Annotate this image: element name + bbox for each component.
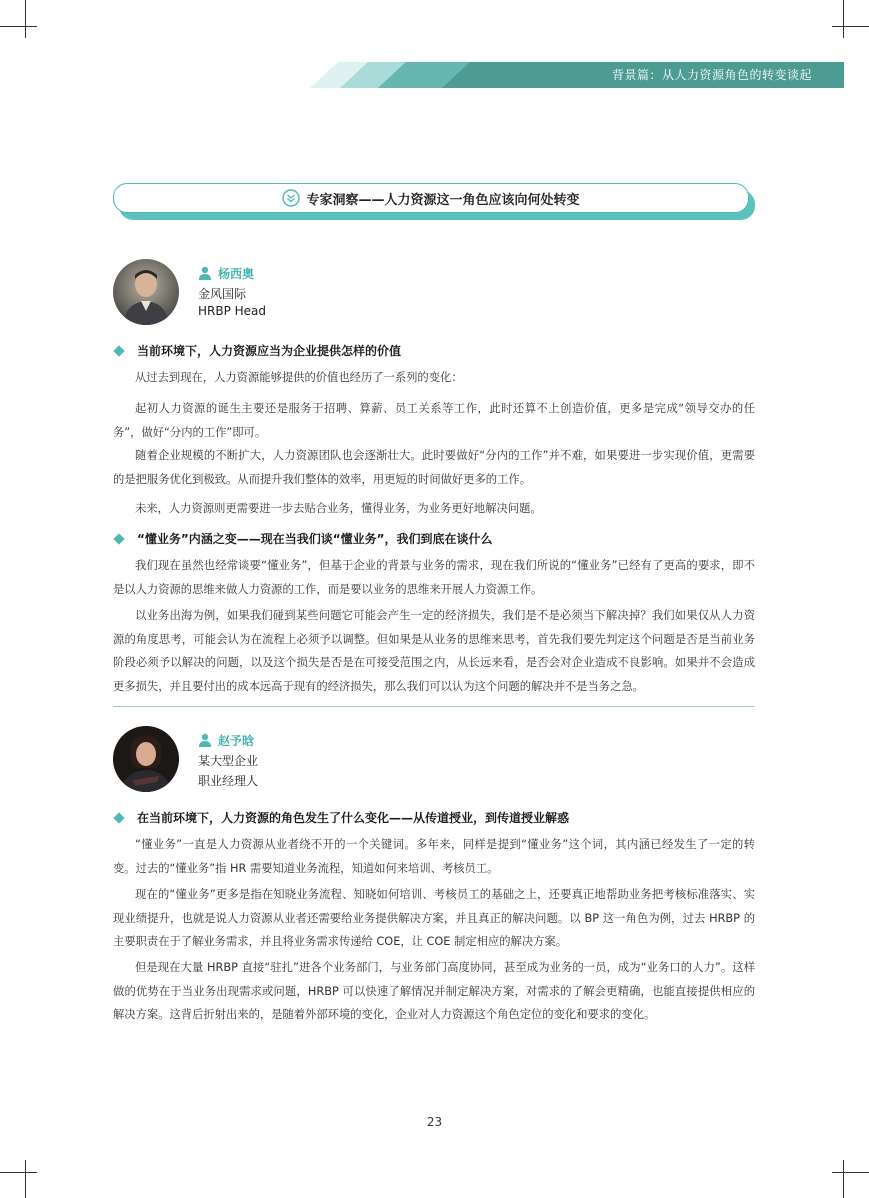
crop-mark-bottom-right-h (832, 1172, 869, 1173)
q3-paragraph-3: 但是现在大量 HRBP 直接“驻扎”进各个业务部门，与业务部门高度协同，甚至成为业务的一员，成为“业务口的人力”。这样做的优势在于当业务出现需求或问题，HRBP 可以快速了解情况并制定解决方案，对需求的了解会更精确，也能直接提供相应的解决方案。这背后折射出来的，是随着外部环境的变化，企业对人力资源这个角色定位的变化和要求的变化。 (113, 961, 755, 1021)
expert-1-org: 金风国际 (198, 287, 247, 301)
crop-mark-bottom-right-v (843, 1160, 844, 1198)
expert-1-role: HRBP Head (198, 304, 267, 318)
crop-mark-top-left-v (25, 0, 26, 38)
crop-mark-bottom-left-v (25, 1160, 26, 1198)
question-3-text: 在当前环境下，人力资源的角色发生了什么变化——从传道授业，到传道授业解惑 (137, 811, 570, 825)
expert-1-avatar (113, 259, 179, 325)
question-1-text: 当前环境下，人力资源应当为企业提供怎样的价值 (137, 344, 402, 358)
section-divider (113, 706, 755, 707)
header-title: 背景篇：从人力资源角色的转变谈起 (611, 68, 812, 82)
question-1-title (113, 342, 401, 359)
question-2-text: “懂业务”内涵之变——现在当我们谈“懂业务”，我们到底在谈什么 (137, 532, 493, 546)
q3-paragraph-1: “懂业务”一直是人力资源从业者绕不开的一个关键词。多年来，同样是提到“懂业务”这个词，其内涵已经发生了一定的转变。过去的“懂业务”指 HR 需要知道业务流程，知道如何来培训、考核员工。 (113, 838, 755, 875)
person-icon (198, 266, 212, 280)
expert-2-role: 职业经理人 (198, 774, 259, 788)
page-number: 23 (426, 1115, 443, 1129)
diamond-bullet-icon (113, 812, 124, 823)
section-title: 专家洞察——人力资源这一角色应该向何处转变 (306, 192, 580, 208)
expert-2-org: 某大型企业 (198, 754, 259, 768)
q2-paragraph-2: 以业务出海为例，如果我们碰到某些问题它可能会产生一定的经济损失，我们是不是必须当下解决掉？我们如果仅从人力资源的角度思考，可能会认为在流程上必须予以调整。但如果是从业务的思维来思考，首先我们要先判定这个问题是否是当前业务阶段必须予以解决的问题，以及这个损失是否是在可接受范围之内，从长远来看，是否会对企业造成不良影响。如果并不会造成更多损失，并且要付出的成本远高于现有的经济损失，那么我们可以认为这个问题的解决并不是当务之急。 (113, 609, 755, 693)
q3-paragraph-2: 现在的“懂业务”更多是指在知晓业务流程、知晓如何培训、考核员工的基础之上，还要真正地帮助业务把考核标准落实、实现业绩提升，也就是说人力资源从业者还需要给业务提供解决方案，并且真正的解决问题。以 BP 这一角色为例，过去 HRBP 的主要职责在于了解业务需求，并且将业务需求传递给 COE，让 COE 制定相应的解决方案。 (113, 888, 755, 948)
question-3-title (113, 809, 569, 826)
q1-paragraph-1: 从过去到现在，人力资源能够提供的价值也经历了一系列的变化： (135, 371, 463, 384)
crop-mark-top-left-h (0, 26, 37, 27)
double-chevron-down-icon (282, 189, 300, 207)
crop-mark-top-right-v (843, 0, 844, 38)
expert-1-name: 杨西奥 (218, 267, 255, 281)
q1-paragraph-2: 起初人力资源的诞生主要还是服务于招聘、算薪、员工关系等工作，此时还算不上创造价值，更多是完成“领导交办的任务”，做好“分内的工作”即可。 (113, 402, 755, 439)
q1-paragraph-3: 随着企业规模的不断扩大，人力资源团队也会逐渐壮大。此时要做好“分内的工作”并不难，如果要进一步实现价值，更需要的是把服务优化到极致。从而提升我们整体的效率，用更短的时间做好更多的工作。 (113, 449, 755, 486)
section-banner (113, 183, 755, 221)
q2-paragraph-1: 我们现在虽然也经常谈要“懂业务”，但基于企业的背景与业务的需求，现在我们所说的“懂业务”已经有了更高的要求，即不是以人力资源的思维来做人力资源的工作，而是要以业务的思维来开展人力资源工作。 (113, 559, 755, 596)
expert-2-name: 赵予晗 (218, 734, 255, 748)
banner-box (113, 183, 749, 213)
person-icon (198, 733, 212, 747)
q1-paragraph-4: 未来，人力资源则更需要进一步去贴合业务，懂得业务，为业务更好地解决问题。 (135, 502, 542, 515)
diamond-bullet-icon (113, 533, 124, 544)
question-2-title (113, 530, 493, 547)
diamond-bullet-icon (113, 345, 124, 356)
crop-mark-top-right-h (832, 26, 869, 27)
crop-mark-bottom-left-h (0, 1172, 37, 1173)
expert-2-avatar (113, 726, 179, 792)
